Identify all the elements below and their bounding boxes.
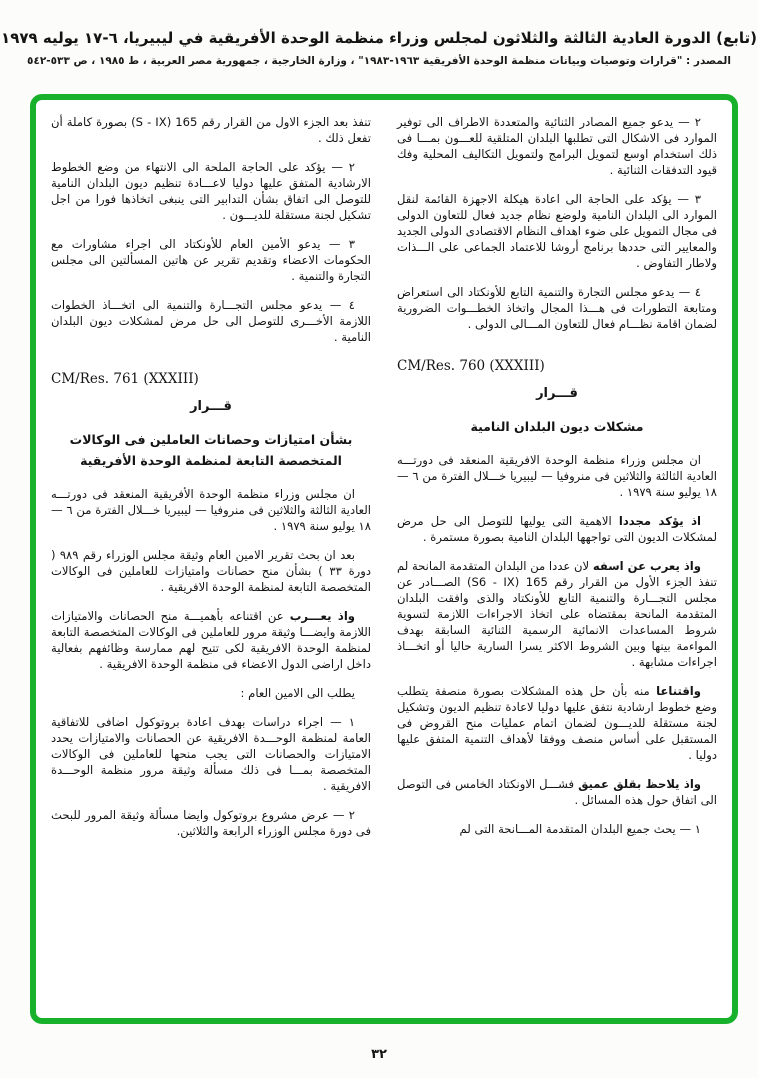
paragraph-text: منه بأن حل هذه المشكلات بصورة منصفة يتطلب وضع خطوط ارشادية نتفق عليها دوليا لاعادة تنظيم الديون وتشكيل لجنة مستقلة للديـــون لضمان اتمام عمليات منح القروض فى المستقبل على أساس منصف ووفقا لأهداف التنمية المتفق عليها دوليا . bbox=[397, 684, 717, 762]
column-left bbox=[51, 114, 371, 1008]
paragraph-lead: اذ يؤكد مجددا bbox=[618, 514, 702, 528]
document-title: (تابع) الدورة العادية الثالثة والثلاثون لمجلس وزراء منظمة الوحدة الأفريقية في ليبيريا، ٦-١٧ يوليه ١٩٧٩ bbox=[1, 29, 757, 47]
resolution-heading: قـــرار bbox=[536, 386, 578, 401]
paragraph-recalling bbox=[397, 513, 717, 545]
two-column-layout bbox=[51, 114, 717, 1008]
resolution-heading: قـــرار bbox=[190, 399, 232, 414]
paragraph-lead: واذ يعـــرب bbox=[289, 609, 355, 623]
paragraph-lead: واقتناعا bbox=[656, 684, 701, 698]
page-number: ٣٢ bbox=[371, 1047, 387, 1062]
paragraph-lead: واذ يعرب عن اسفه bbox=[592, 559, 701, 573]
resolution-title: بشأن امتيازات وحصانات العاملين فى الوكالات المتخصصة التابعة لمنظمة الوحدة الأفريقية bbox=[69, 432, 353, 468]
resolution-number-760: CM/Res. 760 (XXXIII) bbox=[397, 358, 545, 374]
paragraph-requests: يطلب الى الامين العام : bbox=[240, 686, 355, 700]
paragraph-item-3: ٣ — يدعو الأمين العام للأونكتاد الى اجراء مشاورات مع الحكومات الاعضاء وتقديم تقرير عن هاتين المسألتين الى مجلس التجارة والتنمية . bbox=[51, 237, 371, 283]
resolution-number-761: CM/Res. 761 (XXXIII) bbox=[51, 371, 199, 387]
paragraph-text: الاهمية التى يوليها للتوصل الى حل مرض لمشكلات الديون التى تواجهها البلدان النامية بصورة مستمرة . bbox=[397, 514, 717, 544]
paragraph-item-2: ٢ — يدعو جميع المصادر الثنائية والمتعددة الاطراف الى توفير الموارد فى الاشكال التى تطلبها البلدان المتلقية للعـــون بمـــا فى ذلك استخدام اوسع لتمويل البرامج ولتمويل التكاليف المحلية وفك قيود التدفقات الثنائية . bbox=[397, 115, 717, 177]
paragraph-expressing bbox=[51, 608, 371, 672]
paragraph-request-1: ١ — اجراء دراسات بهدف اعادة بروتوكول اضافى للاتفاقية العامة لمنظمة الوحـــدة الافريقية عن الحصانات والامتيازات يحدد الامتيازات والحصانات التى يجب منحها للعاملين فى الوكالات المتخصصة بمـــا فى ذلك مسألة وثيقة مرور منظمة الوحـــدة الافريقية . bbox=[51, 715, 371, 793]
paragraph-preamble: ان مجلس وزراء منظمة الوحدة الافريقية المنعقد فى دورتـــه العادية الثالثة والثلاثين فى منروفيا — ليبيريا خـــلال الفترة من ٦ — ١٨ يوليو سنة ١٩٧٩ . bbox=[397, 453, 717, 499]
content-border-box bbox=[30, 94, 738, 1024]
paragraph-request-2: ٢ — عرض مشروع بروتوكول وايضا مسألة وثيقة المرور للبحث فى دورة مجلس الوزراء الرابعة والثلاثين. bbox=[51, 808, 371, 838]
column-right bbox=[397, 114, 717, 1008]
paragraph-continuation: تنفذ بعد الجزء الاول من القرار رقم 165 (S - IX) بصورة كاملة أن تفعل ذلك . bbox=[51, 115, 371, 145]
page-header bbox=[0, 0, 758, 67]
paragraph-noting bbox=[397, 776, 717, 808]
resolution-title: مشكلات ديون البلدان النامية bbox=[470, 419, 644, 434]
paragraph-item-3: ٣ — يؤكد على الحاجة الى اعادة هيكلة الاجهزة القائمة لنقل الموارد الى البلدان النامية ولوضع نظام جديد فعال للتعاون الدولى فى مجال التمويل على ضوء اهداف النظام الاقتصادى الدولى الجديد والمعايير التى حددها برنامج أروشا للاعتماد الجماعى على الـــذات ولاطار التفاوض . bbox=[397, 192, 717, 270]
source-citation: المصدر : "قرارات وتوصيات وبيانات منظمة الوحدة الأفريقية ١٩٦٣-١٩٨٣" ، وزارة الخارجية ، جمهورية مصر العربية ، ط ١٩٨٥ ، ص ٥٣٣-٥٤٢ bbox=[27, 55, 731, 67]
paragraph-text: لان عددا من البلدان المتقدمة المانحة لم تنفذ الجزء الأول من القرار رقم 165 (S6 - IX) الصـــادر عن مجلس التجـــارة والتنمية التابع للأونكتاد والذى وافقت البلدان المتقدمة المانحة بمقتضاه على اتخاذ الاجراءات اللازمة لتسوية شروط المساعدات الانمائية الرسمية الثنائية السابقة بهدف المواءمة بينها وبين الشروط الاكثر يسرا السارية حاليا أو اتخـــاذ اجراءات مشابهة . bbox=[397, 559, 717, 669]
paragraph-item-2: ٢ — يؤكد على الحاجة الملحة الى الانتهاء من وضع الخطوط الارشادية المتفق عليها دوليا لاعـــادة تنظيم ديون البلدان النامية للتوصل الى اتفاق بشأن التدابير التى ينبغى اتخاذها فورا من اجل تشكيل لجنة مستقلة للديـــون . bbox=[51, 160, 371, 222]
paragraph-convinced bbox=[397, 683, 717, 763]
paragraph-text: عن اقتناعه بأهميـــة منح الحصانات والامتيازات اللازمة وايضـــا وثيقة مرور للعاملين فى الوكالات المتخصصة التابعة لمنظمة الوحدة الافريقية لكى تتيح لهم ممارسة وظائفهم بفعالية داخل اراضى الدول الاعضاء فى منظمة الوحدة الافريقية . bbox=[51, 609, 371, 671]
paragraph-preamble: ان مجلس وزراء منظمة الوحدة الأفريقية المنعقد فى دورتـــه العادية الثالثة والثلاثين فى منروفيا — ليبيريا خـــلال الفترة من ٦ — ١٨ يوليو سنة ١٩٧٩ . bbox=[51, 487, 371, 533]
paragraph-text: فشـــل الاونكتاد الخامس فى التوصل الى اتفاق حول هذه المسائل . bbox=[397, 777, 717, 807]
paragraph-item-4: ٤ — يدعو مجلس التجارة والتنمية التابع للأونكتاد الى استعراض ومتابعة التطورات فى هـــذا المجال واتخاذ الخطـــوات الضرورية لضمان اقامة نظـــام فعال للتعاون المـــالى الدولى . bbox=[397, 285, 717, 331]
paragraph-item-1: ١ — يحث جميع البلدان المتقدمة المـــانحة التى لم bbox=[459, 822, 701, 836]
paragraph-lead: واذ يلاحظ بقلق عميق bbox=[578, 777, 701, 791]
paragraph-having-examined: بعد ان بحث تقرير الامين العام وثيقة مجلس الوزراء رقم ٩٨٩ ( دورة ٣٣ ) بشأن منح حصانات وامتيازات للعاملين فى الوكالات المتخصصة التابعة لمنظمة الوحدة الافريقية . bbox=[51, 548, 372, 594]
paragraph-regretting bbox=[397, 558, 717, 670]
paragraph-item-4: ٤ — يدعو مجلس التجـــارة والتنمية الى اتخـــاذ الخطوات اللازمة الأخـــرى للتوصل الى حل مرض لمشكلات ديون البلدان النامية . bbox=[51, 298, 371, 344]
